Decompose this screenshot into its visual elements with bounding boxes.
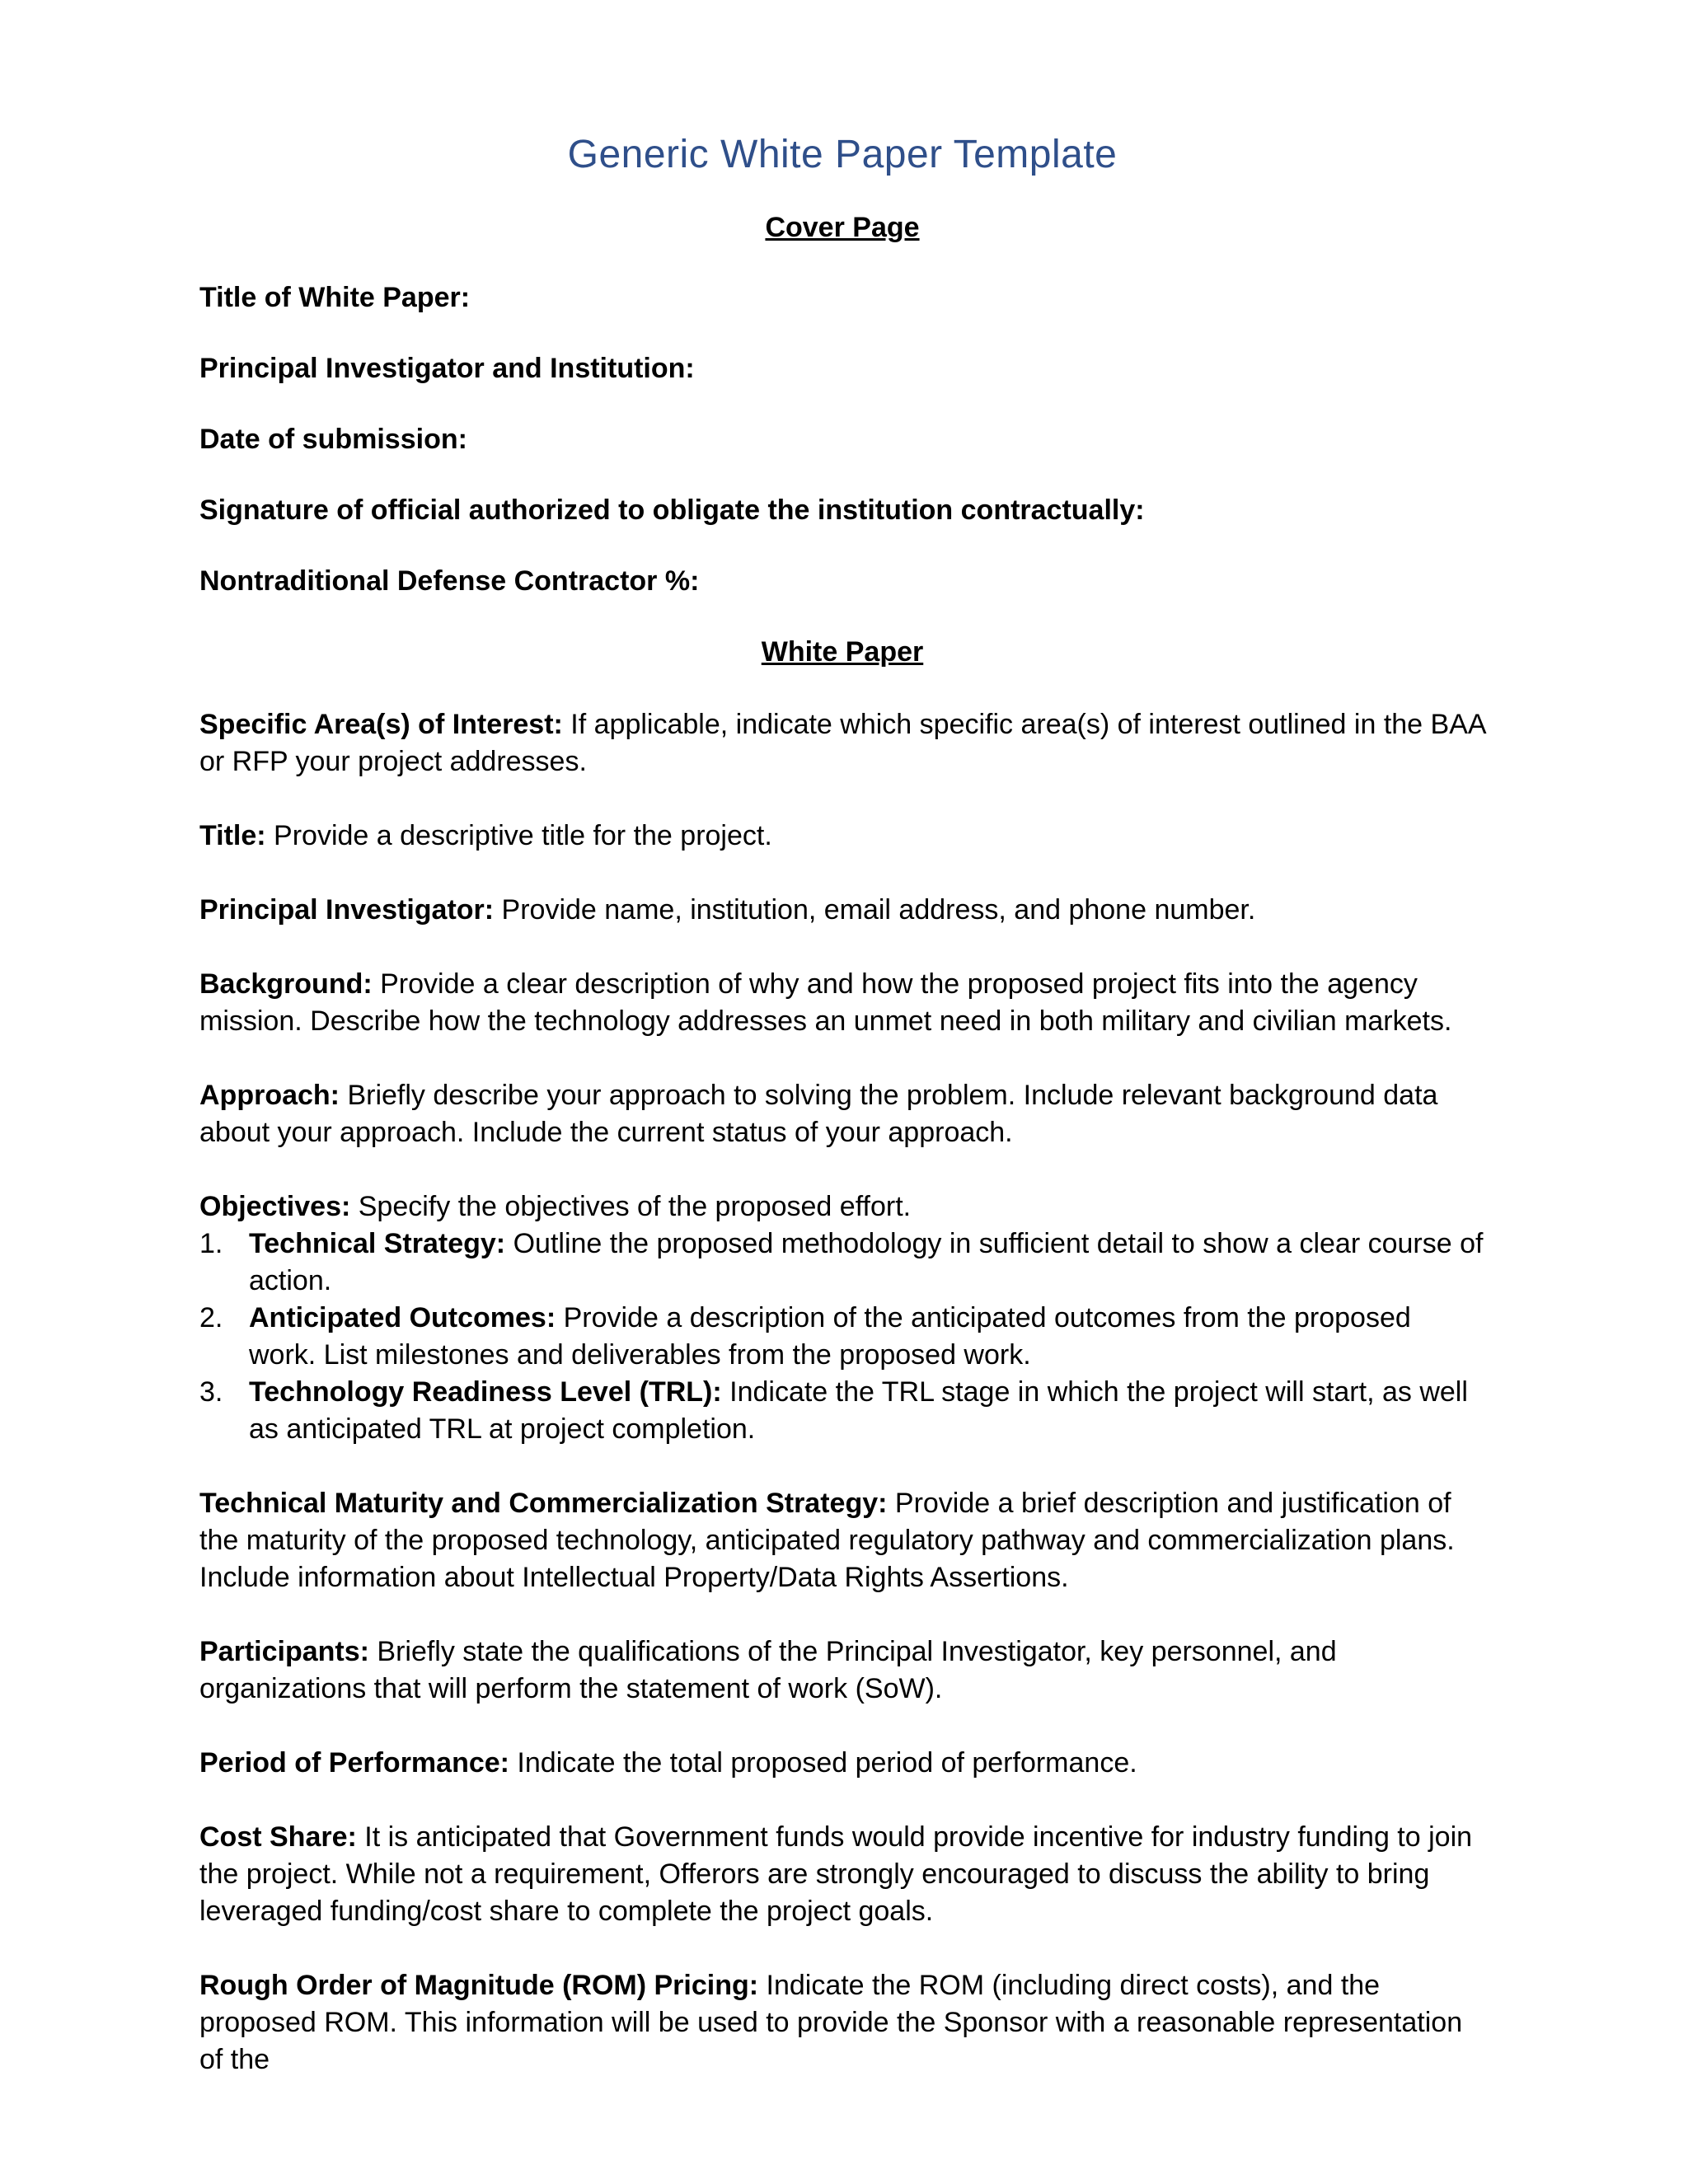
section-maturity-commercialization <box>199 1485 1485 1596</box>
section-period-of-performance <box>199 1745 1485 1782</box>
cover-field-date: Date of submission: <box>199 424 467 455</box>
section-text: Provide a descriptive title for the project. <box>265 820 772 851</box>
document-body <box>199 132 1485 2116</box>
section-participants <box>199 1633 1485 1708</box>
section-text: Briefly state the qualifications of the Principal Investigator, key personnel, and organizations that will perform the statement of work (SoW). <box>199 1636 1337 1704</box>
list-number: 2. <box>199 1302 223 1333</box>
section-label: Title: <box>199 820 266 851</box>
section-label: Technical Maturity and Commercialization Strategy: <box>199 1488 888 1519</box>
objectives-intro <box>199 1188 1485 1226</box>
section-text: Provide a clear description of why and how the proposed project fits into the agency mission. Describe how the technology addresses an unmet need in both military and civilian markets. <box>199 968 1452 1037</box>
document-title: Generic White Paper Template <box>567 133 1118 176</box>
list-number: 1. <box>199 1228 223 1259</box>
cover-field-signature: Signature of official authorized to obligate the institution contractually: <box>199 494 1145 526</box>
objective-item-anticipated-outcomes <box>199 1300 1485 1374</box>
section-text: Provide a brief description and justification of the maturity of the proposed technology, anticipated regulatory pathway and commercialization plans. Include information about Intellectual Property/Data Rights Assertions. <box>199 1488 1455 1593</box>
objective-text: Indicate the TRL stage in which the project will start, as well as anticipated TRL at project completion. <box>249 1376 1468 1445</box>
section-specific-area <box>199 706 1485 780</box>
section-title <box>199 818 1485 855</box>
section-approach <box>199 1077 1485 1151</box>
list-number: 3. <box>199 1376 223 1408</box>
section-text: Briefly describe your approach to solving the problem. Include relevant background data about your approach. Include the current status of your approach. <box>199 1080 1438 1148</box>
cover-field-pi-institution: Principal Investigator and Institution: <box>199 353 695 384</box>
section-text: If applicable, indicate which specific area(s) of interest outlined in the BAA or RFP your project addresses. <box>199 709 1485 777</box>
cover-field-ndc-percent: Nontraditional Defense Contractor %: <box>199 565 700 597</box>
section-background <box>199 966 1485 1040</box>
section-label: Period of Performance: <box>199 1747 509 1779</box>
section-objectives <box>199 1188 1485 1448</box>
white-paper-heading: White Paper <box>761 636 924 668</box>
section-text: Provide name, institution, email address, and phone number. <box>494 894 1256 926</box>
section-label: Rough Order of Magnitude (ROM) Pricing: <box>199 1970 759 2001</box>
section-text: It is anticipated that Government funds would provide incentive for industry funding to join the project. While not a requirement, Offerors are strongly encouraged to discuss the ability to bring leveraged funding/cost share to complete the project goals. <box>199 1821 1473 1927</box>
section-text: Indicate the total proposed period of performance. <box>509 1747 1137 1779</box>
section-text: Indicate the ROM (including direct costs), and the proposed ROM. This information will be used to provide the Sponsor with a reasonable representation of the <box>199 1970 1463 2075</box>
cover-page-heading: Cover Page <box>765 212 920 243</box>
section-label: Background: <box>199 968 373 1000</box>
section-label: Cost Share: <box>199 1821 357 1853</box>
objective-text: Outline the proposed methodology in sufficient detail to show a clear course of action. <box>249 1228 1484 1296</box>
section-text: Specify the objectives of the proposed effort. <box>350 1191 912 1222</box>
objectives-list <box>199 1226 1485 1448</box>
section-label: Participants: <box>199 1636 369 1667</box>
objective-text: Provide a description of the anticipated outcomes from the proposed work. List milestones and deliverables from the proposed work. <box>249 1302 1411 1371</box>
section-label: Principal Investigator: <box>199 894 495 926</box>
section-principal-investigator <box>199 892 1485 929</box>
objective-label: Technical Strategy: <box>249 1228 506 1259</box>
section-rom-pricing <box>199 1967 1485 2079</box>
objective-label: Technology Readiness Level (TRL): <box>249 1376 722 1408</box>
objective-label: Anticipated Outcomes: <box>249 1302 556 1333</box>
cover-field-title: Title of White Paper: <box>199 282 471 313</box>
objective-item-technical-strategy <box>199 1226 1485 1300</box>
section-cost-share <box>199 1819 1485 1930</box>
section-label: Objectives: <box>199 1191 351 1222</box>
objective-item-trl <box>199 1374 1485 1448</box>
section-label: Specific Area(s) of Interest: <box>199 709 563 740</box>
section-label: Approach: <box>199 1080 340 1111</box>
